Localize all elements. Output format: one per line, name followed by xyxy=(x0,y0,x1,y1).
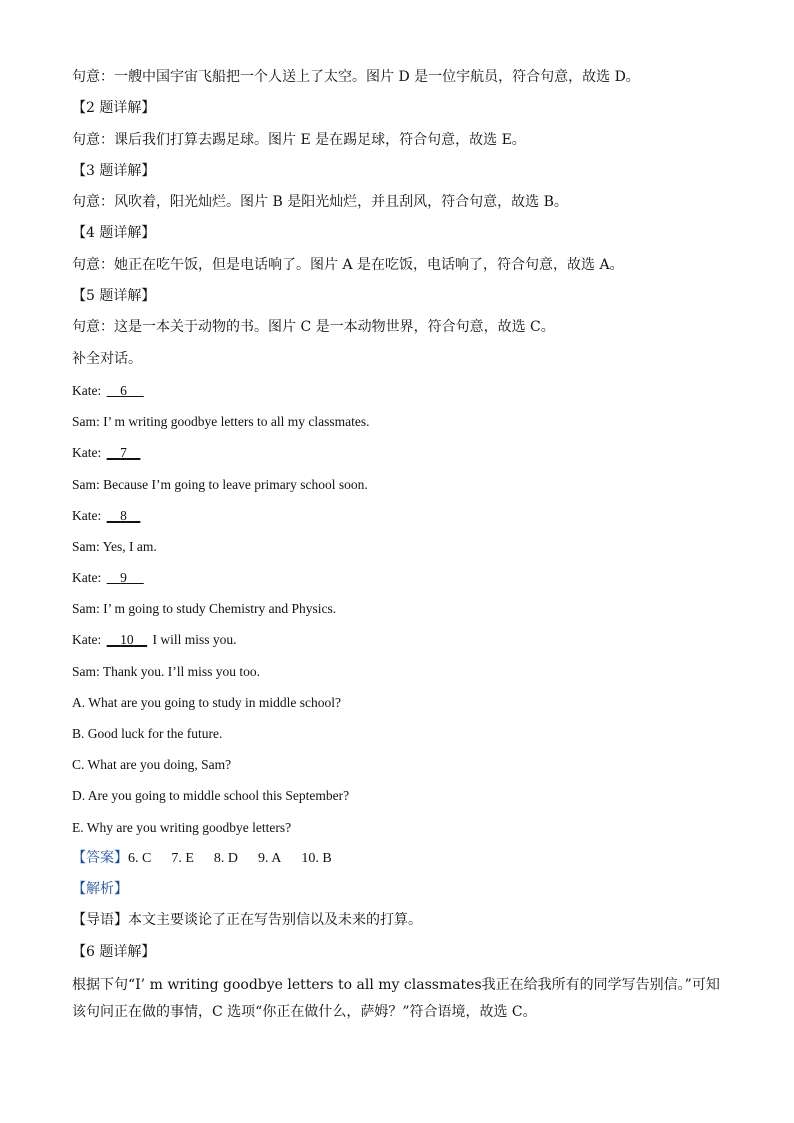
option-a: A. What are you going to study in middle school? xyxy=(72,694,341,710)
dialogue-line-kate-7 xyxy=(72,437,722,468)
explanation-2: 句意：课后我们打算去踢足球。图片 E 是在踢足球，符合句意，故选 E。 xyxy=(72,131,526,148)
dialogue-line-kate-6 xyxy=(72,375,722,406)
blank-10: 10 xyxy=(120,632,134,648)
explanation-3: 句意：风吹着，阳光灿烂。图片 B 是阳光灿烂，并且刮风，符合句意，故选 B。 xyxy=(72,194,568,211)
explanation-4: 句意：她正在吃午饭，但是电话响了。图片 A 是在吃饭，电话响了，符合句意，故选 A。 xyxy=(72,256,624,273)
option-e: E. Why are you writing goodbye letters? xyxy=(72,819,292,835)
answer-tag: 【答案】 xyxy=(72,849,128,866)
explanation-1: 句意：一艘中国宇宙飞船把一个人送上了太空。图片 D 是一位宇航员，符合句意，故选 D。 xyxy=(72,69,640,85)
blank-7: 7 xyxy=(120,445,127,461)
answer-item: 8. D xyxy=(213,850,239,866)
detail-6-text: 根据下句“I’ m writing goodbye letters to all my classmates我正在给我所有的同学写告别信。”可知该句问正在做的事情，C 选项“你正在做什么，萨姆？”符合语境，故选 C。 xyxy=(72,976,720,1020)
option-d: D. Are you going to middle school this September? xyxy=(72,788,350,804)
answer-line xyxy=(72,843,722,874)
detail-heading-5: 【5 题详解】 xyxy=(72,288,156,305)
dialogue-line-sam-3: Sam: Yes, I am. xyxy=(72,538,157,554)
answer-item: 10. B xyxy=(301,850,332,866)
section-title: 补全对话。 xyxy=(72,350,142,367)
document-page xyxy=(72,62,722,1040)
speaker-kate: Kate: xyxy=(72,382,102,398)
answer-item: 9. A xyxy=(258,850,282,866)
dialogue-line-kate-9 xyxy=(72,562,722,593)
kate-line-10-tail: I will miss you. xyxy=(152,632,237,648)
dialogue-line-kate-8 xyxy=(72,500,722,531)
dialogue-line-sam-4: Sam: I’ m going to study Chemistry and Physics. xyxy=(72,601,337,617)
speaker-kate: Kate: xyxy=(72,570,102,586)
speaker-kate: Kate: xyxy=(72,507,102,523)
detail-heading-2: 【2 题详解】 xyxy=(72,100,156,117)
dialogue-line-kate-10 xyxy=(72,624,722,655)
speaker-kate: Kate: xyxy=(72,632,102,648)
analysis-tag: 【解析】 xyxy=(72,881,128,898)
guide-tag: 【导语】 xyxy=(72,912,128,929)
detail-heading-4: 【4 题详解】 xyxy=(72,225,156,242)
detail-heading-3: 【3 题详解】 xyxy=(72,162,156,179)
speaker-kate: Kate: xyxy=(72,445,102,461)
option-b: B. Good luck for the future. xyxy=(72,726,223,742)
detail-heading-6: 【6 题详解】 xyxy=(72,943,156,960)
answer-item: 7. E xyxy=(171,850,194,866)
explanation-5: 句意：这是一本关于动物的书。图片 C 是一本动物世界，符合句意，故选 C。 xyxy=(72,319,555,336)
guide-line xyxy=(72,905,722,936)
dialogue-line-sam-5: Sam: Thank you. I’ll miss you too. xyxy=(72,663,260,679)
blank-6: 6 xyxy=(120,382,127,398)
option-c: C. What are you doing, Sam? xyxy=(72,757,232,773)
dialogue-line-sam-2: Sam: Because I’m going to leave primary school soon. xyxy=(72,476,368,492)
analysis-heading xyxy=(72,874,722,905)
blank-8: 8 xyxy=(120,507,127,523)
guide-text: 本文主要谈论了正在写告别信以及未来的打算。 xyxy=(128,912,422,929)
dialogue-line-sam-1: Sam: I’ m writing goodbye letters to all my classmates. xyxy=(72,414,370,430)
answer-item: 6. C xyxy=(128,850,152,866)
blank-9: 9 xyxy=(120,570,127,586)
